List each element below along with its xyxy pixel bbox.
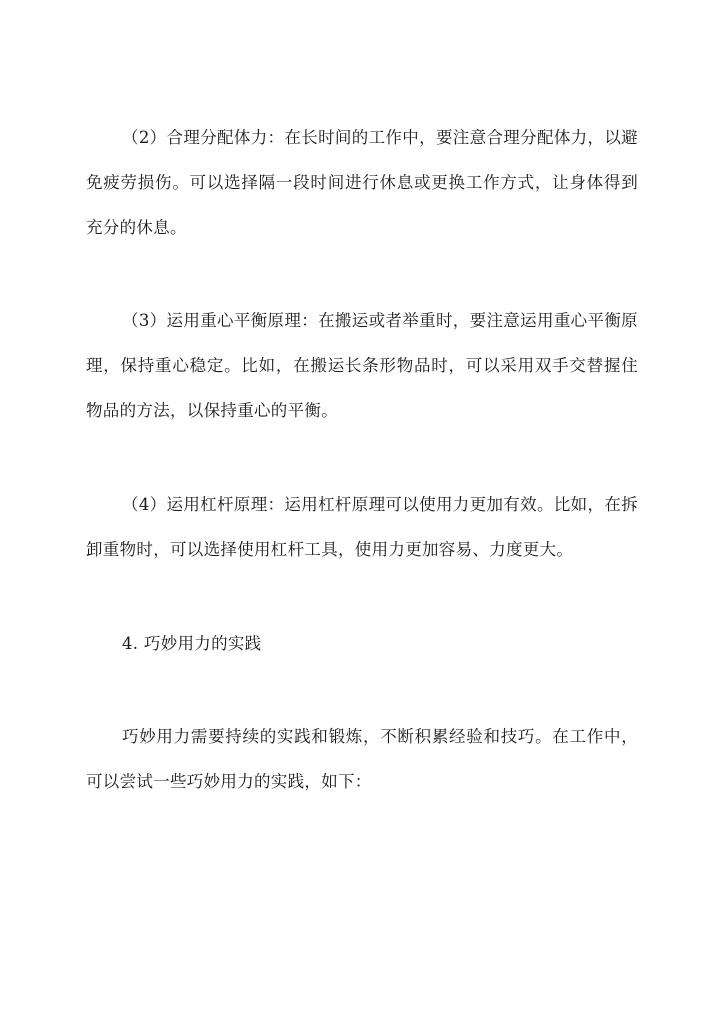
section-heading: 4. 巧妙用力的实践 [122,634,262,653]
paragraph-distribute-strength: （2）合理分配体力：在长时间的工作中，要注意合理分配体力，以避免疲劳损伤。可以选择隔一段时间进行休息或更换工作方式，让身体得到充分的休息。 [86,128,638,237]
paragraph-practice-intro: 巧妙用力需要持续的实践和锻炼，不断积累经验和技巧。在工作中，可以尝试一些巧妙用力的实践，如下： [86,727,638,791]
paragraph-lever-principle: （4）运用杠杆原理：运用杠杆原理可以使用力更加有效。比如，在拆卸重物时，可以选择使用杠杆工具，使用力更加容易、力度更大。 [86,495,638,559]
paragraph-center-of-gravity: （3）运用重心平衡原理：在搬运或者举重时，要注意运用重心平衡原理，保持重心稳定。比如，在搬运长条形物品时，可以采用双手交替握住物品的方法，以保持重心的平衡。 [86,311,638,420]
